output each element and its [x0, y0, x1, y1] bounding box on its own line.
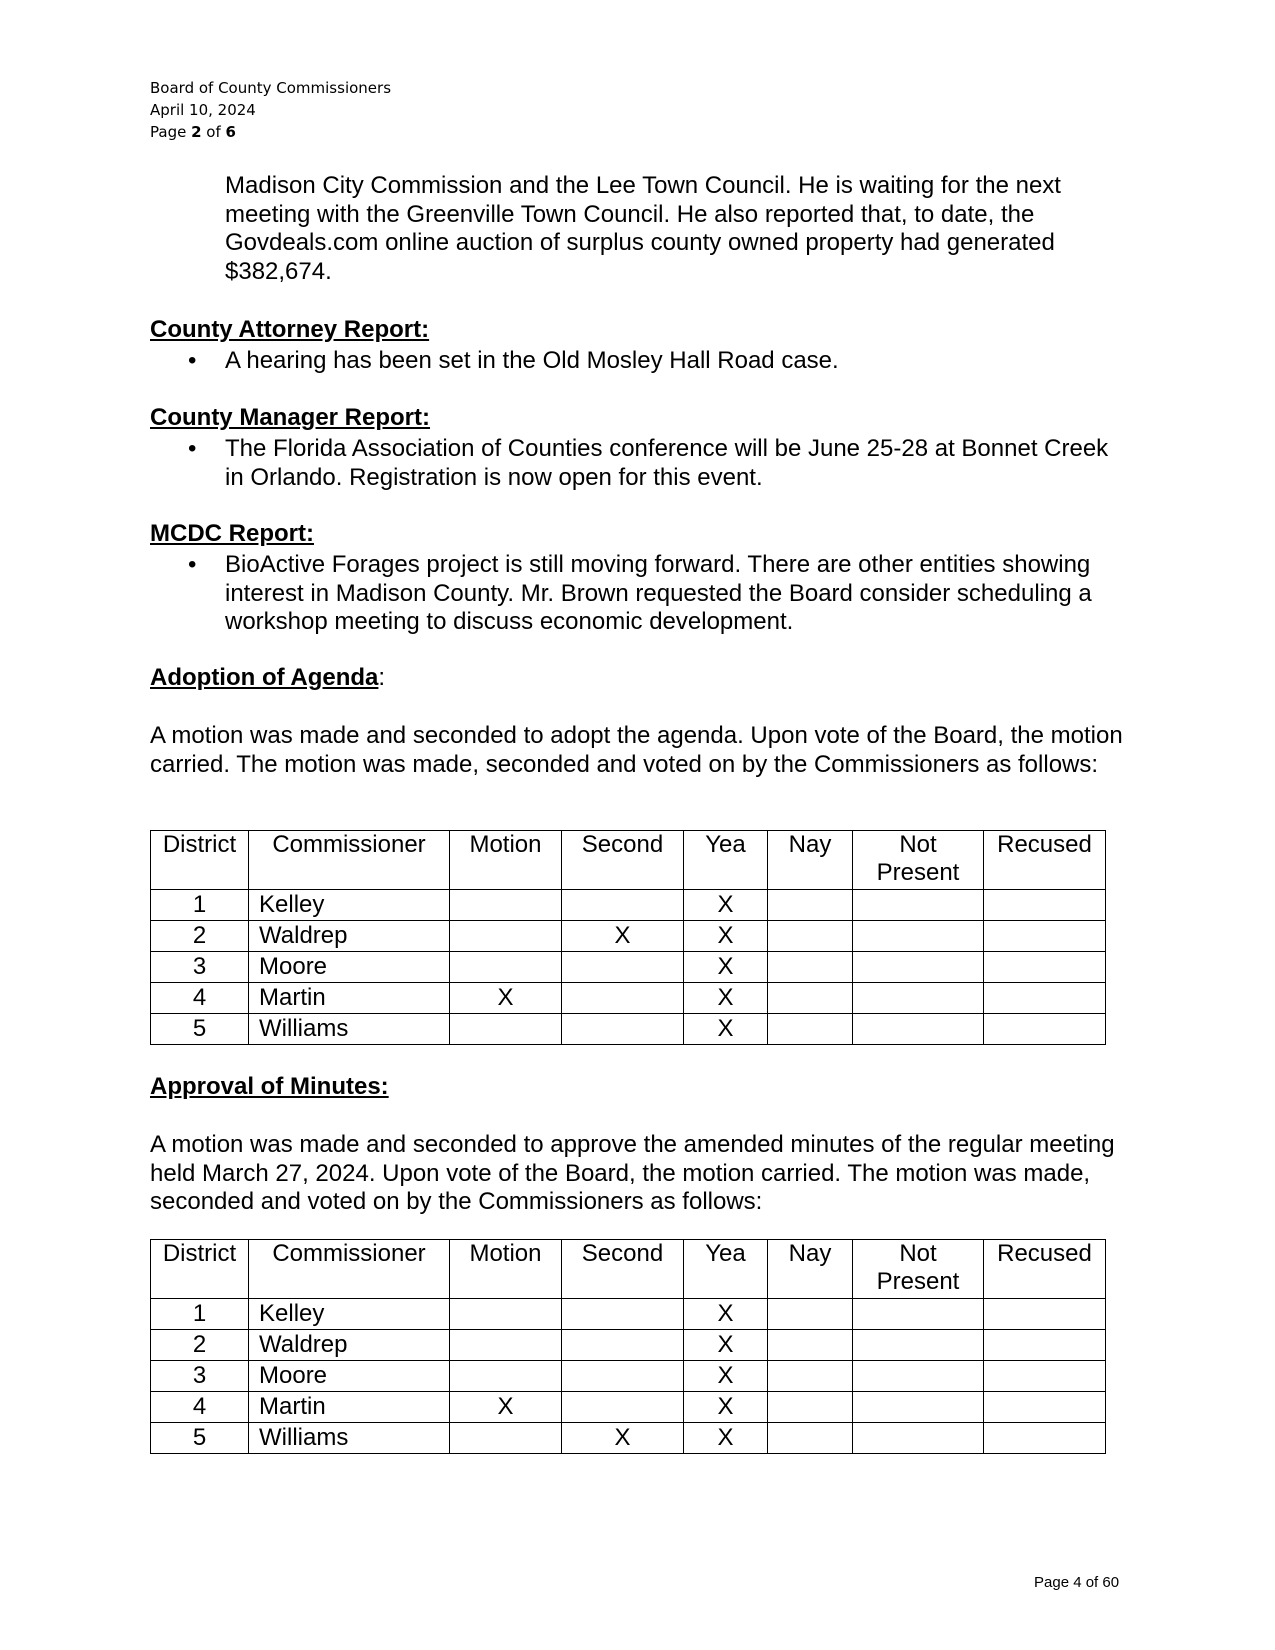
- table-cell: [450, 1299, 562, 1330]
- table-cell: Waldrep: [249, 921, 450, 952]
- column-header: Commissioner: [249, 1240, 450, 1299]
- table-cell: Waldrep: [249, 1330, 450, 1361]
- table-cell: X: [684, 1361, 768, 1392]
- table-cell: X: [450, 983, 562, 1014]
- table-cell: [768, 1330, 853, 1361]
- table-cell: [768, 1299, 853, 1330]
- table-cell: [562, 1330, 684, 1361]
- table-cell: [984, 1299, 1106, 1330]
- table-cell: X: [450, 1392, 562, 1423]
- table-cell: X: [684, 890, 768, 921]
- table-cell: [984, 1361, 1106, 1392]
- column-header: Yea: [684, 831, 768, 890]
- table-cell: Martin: [249, 1392, 450, 1423]
- table-cell: 5: [151, 1423, 249, 1454]
- table-cell: [853, 1299, 984, 1330]
- table-cell: [984, 952, 1106, 983]
- table-cell: [562, 1299, 684, 1330]
- column-header: District: [151, 1240, 249, 1299]
- table-cell: [450, 1014, 562, 1045]
- minutes-paragraph: A motion was made and seconded to approve the amended minutes of the regular meeting held March 27, 2024. Upon vote of the Board, the motion carried. The motion was made, seconded and voted on by the Commissioners as follows:: [150, 1131, 1115, 1215]
- table-cell: 4: [151, 1392, 249, 1423]
- table-cell: [562, 952, 684, 983]
- table-cell: [984, 1330, 1106, 1361]
- minutes-heading: Approval of Minutes:: [150, 1073, 389, 1100]
- table-cell: [450, 921, 562, 952]
- table-row: [151, 983, 1106, 1014]
- table-cell: [853, 890, 984, 921]
- table-cell: [562, 890, 684, 921]
- mcdc-bullet-text: BioActive Forages project is still moving forward. There are other entities showing interest in Madison County. Mr. Brown requested the Board consider scheduling a workshop meeting to discuss economic development.: [225, 551, 1092, 635]
- agenda-vote-table: [150, 830, 1106, 1045]
- intro-paragraph: Madison City Commission and the Lee Town Council. He is waiting for the next meeting with the Greenville Town Council. He also reported that, to date, the Govdeals.com online auction of surplus county owned property had generated $382,674.: [225, 172, 1061, 285]
- table-cell: [768, 952, 853, 983]
- table-cell: [984, 890, 1106, 921]
- agenda-heading-line: Adoption of Agenda:: [150, 664, 386, 691]
- column-header: Recused: [984, 1240, 1106, 1299]
- column-header: Motion: [450, 831, 562, 890]
- table-row: [151, 1361, 1106, 1392]
- table-header-row: [151, 831, 1106, 890]
- column-header: Motion: [450, 1240, 562, 1299]
- table-cell: [768, 1392, 853, 1423]
- table-cell: X: [562, 921, 684, 952]
- table-cell: [853, 1330, 984, 1361]
- table-cell: [768, 1423, 853, 1454]
- table-cell: X: [684, 1423, 768, 1454]
- table-cell: Martin: [249, 983, 450, 1014]
- column-header: Yea: [684, 1240, 768, 1299]
- table-cell: 1: [151, 890, 249, 921]
- table-cell: [562, 983, 684, 1014]
- table-cell: X: [684, 1392, 768, 1423]
- bullet-glyph: •: [188, 435, 197, 462]
- table-row: [151, 921, 1106, 952]
- table-cell: [853, 1423, 984, 1454]
- table-cell: X: [684, 1330, 768, 1361]
- bullet-glyph: •: [188, 347, 197, 374]
- page-footer: Page 4 of 60: [1034, 1574, 1120, 1591]
- table-cell: [450, 1361, 562, 1392]
- agenda-heading: Adoption of Agenda: [150, 664, 379, 691]
- table-cell: X: [684, 1299, 768, 1330]
- table-cell: X: [684, 952, 768, 983]
- table-cell: [450, 1330, 562, 1361]
- column-header: Commissioner: [249, 831, 450, 890]
- table-row: [151, 1014, 1106, 1045]
- header-page: Page 2 of 6: [150, 123, 236, 141]
- table-cell: [853, 1014, 984, 1045]
- table-cell: [562, 1014, 684, 1045]
- table-row: [151, 1299, 1106, 1330]
- bullet-glyph: •: [188, 551, 197, 578]
- table-cell: [450, 1423, 562, 1454]
- table-cell: 1: [151, 1299, 249, 1330]
- table-cell: [853, 952, 984, 983]
- table-cell: 2: [151, 921, 249, 952]
- table-cell: 4: [151, 983, 249, 1014]
- table-cell: Kelley: [249, 890, 450, 921]
- table-cell: [984, 1423, 1106, 1454]
- manager-heading: County Manager Report:: [150, 404, 431, 431]
- table-cell: [768, 921, 853, 952]
- table-cell: Williams: [249, 1014, 450, 1045]
- table-cell: X: [684, 1014, 768, 1045]
- column-header: Second: [562, 1240, 684, 1299]
- table-cell: [768, 890, 853, 921]
- table-cell: [768, 983, 853, 1014]
- table-row: [151, 952, 1106, 983]
- table-cell: 3: [151, 952, 249, 983]
- table-cell: [450, 952, 562, 983]
- table-row: [151, 1330, 1106, 1361]
- table-cell: [984, 1392, 1106, 1423]
- table-row: [151, 1423, 1106, 1454]
- table-cell: Moore: [249, 1361, 450, 1392]
- table-cell: [853, 921, 984, 952]
- header-date: April 10, 2024: [150, 101, 256, 119]
- attorney-heading: County Attorney Report:: [150, 316, 430, 343]
- table-cell: 3: [151, 1361, 249, 1392]
- minutes-vote-table: [150, 1239, 1106, 1454]
- table-cell: [562, 1361, 684, 1392]
- table-cell: [768, 1014, 853, 1045]
- table-cell: X: [684, 983, 768, 1014]
- table-row: [151, 890, 1106, 921]
- table-cell: 2: [151, 1330, 249, 1361]
- table-cell: Williams: [249, 1423, 450, 1454]
- table-cell: [853, 1361, 984, 1392]
- table-cell: [853, 983, 984, 1014]
- table-cell: [984, 921, 1106, 952]
- column-header: Not Present: [853, 1240, 984, 1299]
- agenda-paragraph: A motion was made and seconded to adopt the agenda. Upon vote of the Board, the motion carried. The motion was made, seconded and voted on by the Commissioners as follows:: [150, 722, 1123, 778]
- table-cell: [768, 1361, 853, 1392]
- table-cell: [562, 1392, 684, 1423]
- column-header: Second: [562, 831, 684, 890]
- column-header: Not Present: [853, 831, 984, 890]
- mcdc-heading: MCDC Report:: [150, 520, 314, 547]
- table-header-row: [151, 1240, 1106, 1299]
- column-header: Nay: [768, 1240, 853, 1299]
- table-cell: [853, 1392, 984, 1423]
- page-header: [150, 77, 391, 143]
- table-cell: 5: [151, 1014, 249, 1045]
- table-cell: [984, 983, 1106, 1014]
- table-cell: [984, 1014, 1106, 1045]
- column-header: Recused: [984, 831, 1106, 890]
- manager-bullet-text: The Florida Association of Counties conference will be June 25-28 at Bonnet Creek in Orlando. Registration is now open for this event.: [225, 435, 1109, 491]
- table-cell: X: [562, 1423, 684, 1454]
- table-cell: Kelley: [249, 1299, 450, 1330]
- table-cell: Moore: [249, 952, 450, 983]
- header-org: Board of County Commissioners: [150, 79, 392, 97]
- attorney-bullet-text: A hearing has been set in the Old Mosley Hall Road case.: [225, 347, 839, 374]
- column-header: Nay: [768, 831, 853, 890]
- column-header: District: [151, 831, 249, 890]
- table-cell: X: [684, 921, 768, 952]
- table-row: [151, 1392, 1106, 1423]
- table-cell: [450, 890, 562, 921]
